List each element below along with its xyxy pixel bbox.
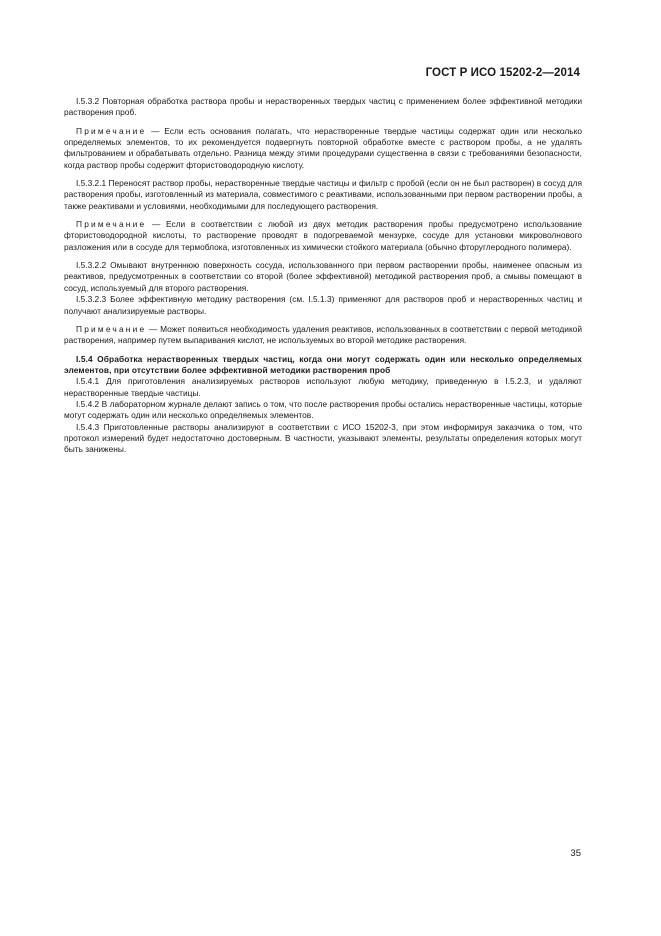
note-text: — Если в соответствии с любой из двух методик растворения пробы предусмотрено использование фтористоводородной кислоты, то растворение проводят в подогреваемой мензурке, сосуде для установки микроволнового разложения или в сосуде для термоблока, изготовленных из химически стойкого материала (обычно фторуглеродного полимера). xyxy=(64,219,582,252)
note-paragraph xyxy=(64,324,582,347)
note-label: Примечание xyxy=(76,323,147,334)
paragraph-i-5-4-2: I.5.4.2 В лабораторном журнале делают запись о том, что после растворения пробы остались нерастворенные частицы, которые могут содержать один или несколько определяемых элементов. xyxy=(64,398,582,421)
note-paragraph xyxy=(64,126,582,171)
paragraph-i-5-3-2: I.5.3.2 Повторная обработка раствора пробы и нерастворенных твердых частиц с применением более эффективной методики растворения проб. xyxy=(64,96,582,118)
paragraph-i-5-3-2-3: I.5.3.2.3 Более эффективную методику растворения (см. I.5.1.3) применяют для растворов проб и нерастворенных частиц и получают анализируемые растворы. xyxy=(64,294,582,316)
note-text: — Если есть основания полагать, что нерастворенные твердые частицы содержат один или несколько определяемых элементов, то их рекомендуется подвергнуть повторной обработке вместе с раствором пробы, а не удалять фильтрованием и обрабатывать отдельно. Разница между этими процедурами существенна в связи с требованиями безопасности, когда раствор пробы содержит фтористоводородную кислоту. xyxy=(64,125,582,170)
note-text: — Может появиться необходимость удаления реактивов, использованных в соответствии с первой методикой растворения, например путем выпаривания кислот, не используемых во второй методике растворения. xyxy=(64,323,582,346)
note-label: Примечание xyxy=(76,125,147,136)
document-body xyxy=(64,96,582,456)
section-heading-i-5-4: I.5.4 Обработка нерастворенных твердых частиц, когда они могут содержать один или несколько определяемых элементов, при отсутствии более эффективной методики растворения проб xyxy=(64,353,582,375)
paragraph-i-5-4-3: I.5.4.3 Приготовленные растворы анализируют в соответствии с ИСО 15202-3, при этом информируя заказчика о том, что протокол измерений будет недостаточно достоверным. В частности, указывают элементы, результаты определения которых могут быть занижены. xyxy=(64,421,582,455)
document-header: ГОСТ Р ИСО 15202-2—2014 xyxy=(425,67,580,79)
note-label: Примечание xyxy=(76,219,147,230)
paragraph-i-5-4-1: I.5.4.1 Для приготовления анализируемых растворов используют любую методику, приведенную в I.5.2.3, и удаляют нерастворенные твердые частицы. xyxy=(64,376,582,398)
page-number: 35 xyxy=(570,848,581,859)
paragraph-i-5-3-2-2: I.5.3.2.2 Омывают внутреннюю поверхность сосуда, использованного при первом растворении пробы, наименее опасным из реактивов, предусмотренных в соответствии со второй (более эффективной) методикой растворения проб, а смывы помещают в сосуд, используемый для второго растворения. xyxy=(64,260,582,293)
paragraph-i-5-3-2-1: I.5.3.2.1 Переносят раствор пробы, нерастворенные твердые частицы и фильтр с пробой (если он не был растворен) в сосуд для растворения пробы, изготовленный из материала, совместимого с реактивами, использованными при первом растворении пробы, а также реактивами и условиями, необходимыми для последующего растворения. xyxy=(64,178,582,211)
note-paragraph xyxy=(64,219,582,253)
